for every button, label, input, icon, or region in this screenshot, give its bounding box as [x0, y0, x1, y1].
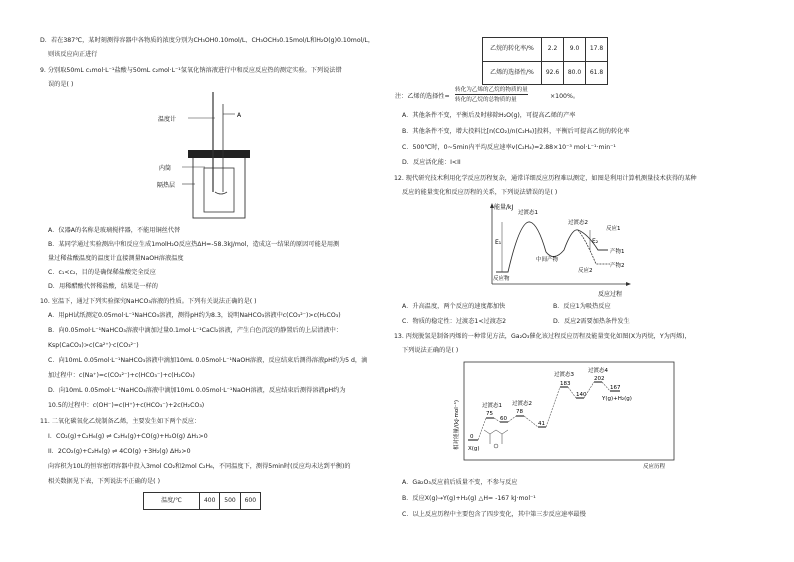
selectivity-denominator: 转化的乙烷的总物质的量: [455, 97, 517, 103]
x-axis-label: 反应历程: [643, 464, 666, 470]
q9-option-d: D．用稀醋酸代替稀盐酸，结果是一样的: [48, 283, 158, 290]
q10-option-d: D．向10mL 0.05mol·L⁻¹NaHCO₃溶液中滴加10mL 0.05mol·L⁻¹NaOH溶液，反应结束后测得溶液pH约为: [48, 387, 346, 394]
ts1-label: 过渡态1: [518, 210, 538, 216]
apparatus-a-label: A: [237, 112, 242, 119]
table-header-cell: 温度/℃: [144, 493, 200, 510]
value-202: 202: [594, 376, 605, 382]
value-78: 78: [516, 409, 523, 415]
q12-stem: 12. 现代研究技术利用化学反应历程复杂，通常详细反应历程难以测定，如图是利用计算机测量技术获得的某种: [394, 175, 697, 182]
y-axis-label: 相对能量/(kJ·mol⁻¹): [454, 399, 460, 450]
ga2o3-energy-diagram: [448, 360, 678, 472]
q10-stem: 10. 室温下，通过下列实验探究NaHCO₃溶液的性质。下列有关说法正确的是( ): [40, 298, 257, 305]
selectivity-note-label: 注：乙烯的选择性=: [395, 93, 450, 100]
ga2o3-structure-icon: [484, 430, 508, 448]
profile-curve-1: [496, 222, 608, 272]
q9-option-c: C．c₁<c₂，目的是确保稀盐酸完全反应: [48, 269, 156, 276]
q12-option-b: B．反应1为吸热反应: [553, 303, 611, 310]
q12-option-c: C．物质的稳定性：过渡态1<过渡态2: [402, 318, 507, 325]
x-axis-label: 反应过程: [598, 291, 623, 298]
q9-option-a: A．仪器A的名称是玻璃搅拌器，不能用铜丝代替: [48, 227, 181, 234]
lid: [188, 150, 250, 158]
table-cell: 乙烷的转化率/%: [483, 38, 542, 62]
q11-reaction-1: I．CO₂(g)+C₂H₆(g) ⇌ C₂H₄(g)+CO(g)+H₂O(g) ΔH₁>0: [48, 433, 208, 440]
product2-label: 产物2: [610, 263, 625, 269]
table-cell: 乙烯的选择性/%: [483, 61, 542, 85]
q9-stem: 9. 分别取50mL c₁mol·L⁻¹盐酸与50mL c₂mol·L⁻¹氢氧化钠溶液进行中和反应反应热的测定实验。下列说法错: [40, 67, 342, 74]
q11-table-header: [143, 492, 261, 510]
insulation-label: 隔热层: [157, 182, 176, 189]
q11-option-b: B．其他条件不变，增大投料比[n(CO₂)/n(C₂H₆)]投料，平衡后可提高乙烷的转化率: [402, 128, 630, 135]
q10-option-d-2: 10.5的过程中：c(OH⁻)=c(H⁺)+c(HCO₃⁻)+2c(H₂CO₃): [48, 402, 205, 409]
q11-text: 向容积为10L的恒容密闭容器中投入3mol CO₂和2mol C₂H₆，不同温度下，测得5min时(反应均未达到平衡)的: [48, 463, 351, 470]
q11-stem: 11. 二氧化碳氧化乙烷制备乙烯，主要发生如下两个反应：: [40, 418, 201, 425]
table-header-cell: 500: [220, 493, 240, 510]
q11-table-body: [482, 37, 608, 85]
ts2-label: 过渡态2: [568, 220, 588, 226]
e1-label: E₁: [495, 239, 502, 246]
energy-profile-figure: [478, 200, 638, 300]
inner-container: [204, 168, 234, 212]
q13-stem-2: 下列说法正确的是( ): [402, 347, 459, 354]
q13-stem: 13. 丙烷脱氢是制备丙烯的一种常见方法，Ga₂O₃催化该过程反应历程及能量变化如图(X为丙烷，Y为丙烯)，: [394, 333, 691, 340]
x-species-label: X(g): [468, 446, 480, 452]
q10-option-b: B．向0.05mol·L⁻¹NaHCO₃溶液中滴加过量0.1mol·L⁻¹CaCl₂溶液，产生白色沉淀的静置后的上层清液中：: [48, 327, 343, 334]
q9-option-b: B．某同学通过实验测出中和反应生成1molH₂O反应热ΔH=-58.3kJ/mol，造成这一结果的原因可能是用测: [48, 241, 340, 248]
table-header-cell: 400: [200, 493, 220, 510]
q13-option-b: B．反应X(g)→Y(g)+H₂(g) △H= -167 kJ·mol⁻¹: [402, 495, 536, 502]
table-cell: 92.6: [542, 61, 564, 85]
profile-curve-2: [578, 230, 610, 264]
q10-option-c-2: 加过程中：c(Na⁺)=c(CO₃²⁻)+c(HCO₃⁻)+c(H₂CO₃): [48, 372, 195, 379]
value-140: 140: [576, 392, 587, 398]
e2-label: E₂: [592, 238, 599, 245]
y-species-label: Y(g)+H₂(g): [602, 396, 632, 402]
calorimeter-figure: [155, 92, 265, 222]
q12-option-d: D．反应2需要加热条件发生: [553, 318, 630, 325]
q10-option-a: A．用pH试纸测定0.05mol·L⁻¹NaHCO₃溶液，测得pH约为8.3，说明NaHCO₃溶液中c(CO₃²⁻)>c(H₂CO₃): [48, 312, 341, 319]
q9-stem-2: 误的是( ): [48, 81, 74, 88]
q10-option-c: C．向10mL 0.05mol·L⁻¹NaHCO₃溶液中滴加10mL 0.05mol·L⁻¹NaOH溶液，反应结束后测得溶液pH约为5 d，滴: [48, 357, 368, 364]
q12-stem-2: 反应的能量变化和反应历程的关系，下列说法错误的是( ): [402, 189, 558, 196]
q12-option-a: A．升高温度，两个反应的速度都加快: [402, 303, 506, 310]
q10-option-b-2: Ksp(CaCO₃)>c(Ca²⁺)·c(CO₃²⁻): [48, 342, 139, 349]
value-41: 41: [538, 421, 545, 427]
table-cell: 2.2: [542, 38, 564, 62]
reaction2-label: 反应2: [578, 268, 593, 274]
ts1-label: 过渡态1: [482, 403, 502, 409]
value-167: 167: [610, 385, 621, 391]
q11-option-c: C．500℃时，0~5min内平均反应速率v(C₂H₄)=2.88×10⁻³ mol·L⁻¹·min⁻¹: [402, 144, 616, 151]
inner-container-label: 内筒: [159, 165, 172, 172]
ts4-label: 过渡态4: [588, 368, 608, 374]
q11-reaction-2: II．2CO₂(g)+C₂H₆(g) ⇌ 4CO(g) +3H₂(g) ΔH₂>0: [48, 448, 191, 455]
q13-option-a: A．Ga₂O₃反应前后质量不变，不参与反应: [402, 479, 518, 486]
product1-label: 产物1: [610, 249, 625, 255]
value-75: 75: [486, 411, 493, 417]
selectivity-numerator: 转化为乙烯的乙烷的物质的量: [455, 87, 528, 93]
ts3-label: 过渡态3: [554, 372, 574, 378]
thermometer-label: 温度计: [158, 116, 177, 123]
value-0: 0: [470, 434, 474, 440]
stirrer-loop: [215, 192, 227, 194]
selectivity-note-suffix: ×100%。: [550, 93, 580, 100]
q11-option-d: D．反应活化能：I<II: [402, 159, 461, 166]
q11-text-2: 相关数据见下表，下列说法不正确的是( ): [48, 478, 160, 485]
value-60: 60: [500, 416, 507, 422]
value-183: 183: [560, 381, 571, 387]
q8-d-line2: 则该反应向正进行: [48, 51, 98, 58]
reactants-label: 反应物: [493, 276, 510, 282]
table-cell: 61.8: [586, 61, 608, 85]
outer-container: [193, 154, 245, 218]
q9-option-b-2: 量过稀盐酸温度的温度计直接测量NaOH溶液温度: [48, 255, 184, 262]
q8-d-line1: D．若在387℃，某时刻测得容器中各物质的浓度分别为CH₃OH0.10mol/L、CH₃OCH₃0.15mol/L和H₂O(g)0.10mol/L，: [40, 37, 375, 44]
ts2-label: 过渡态2: [512, 401, 532, 407]
reaction1-label: 反应1: [606, 226, 621, 232]
intermediate-label: 中间产物: [536, 257, 559, 263]
y-axis-label: 能量/kJ: [494, 204, 514, 211]
table-header-cell: 600: [240, 493, 260, 510]
table-cell: 17.8: [586, 38, 608, 62]
table-cell: 9.0: [564, 38, 586, 62]
table-cell: 80.0: [564, 61, 586, 85]
q13-option-c: C．以上反应历程中主要包含了四步变化，其中第三步反应速率最慢: [402, 511, 586, 518]
q11-option-a: A．其他条件不变，平衡后及时移除H₂O(g)，可提高乙烯的产率: [402, 112, 576, 119]
